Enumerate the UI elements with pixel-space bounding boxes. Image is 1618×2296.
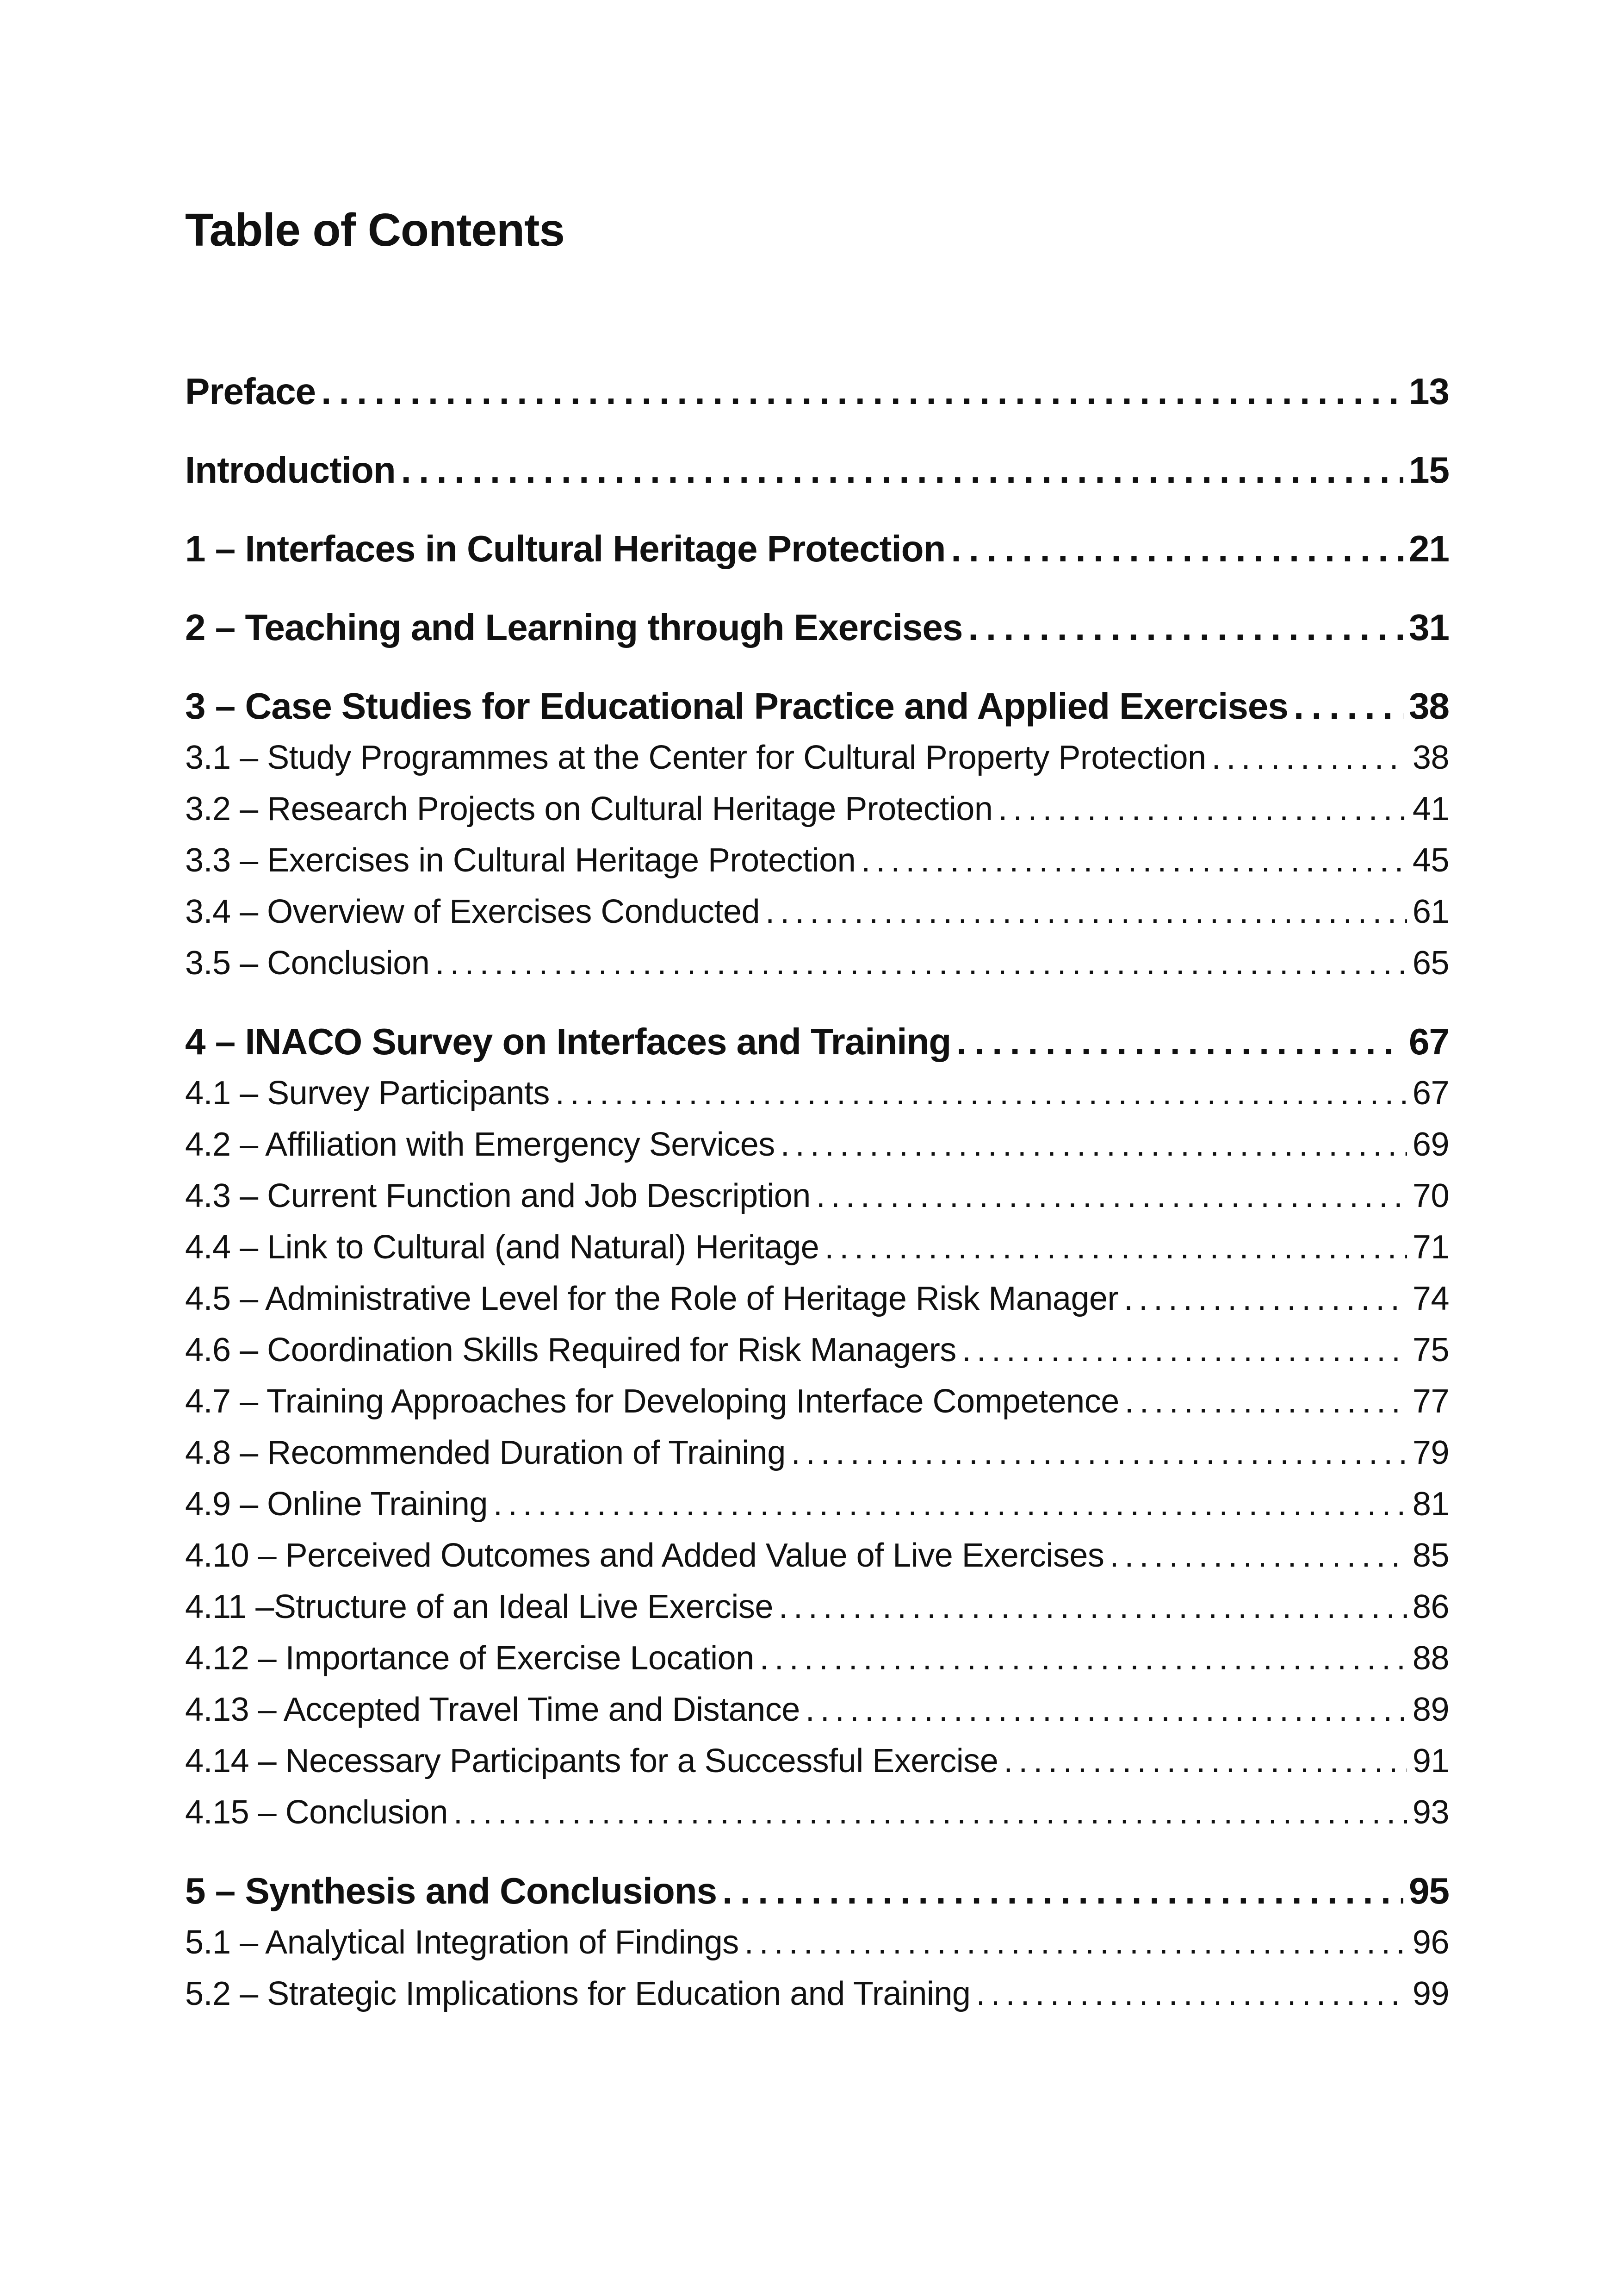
dot-leader xyxy=(791,1427,1407,1479)
toc-entry-label: Preface xyxy=(185,371,316,412)
dot-leader xyxy=(951,523,1403,575)
dot-leader xyxy=(779,1581,1407,1633)
toc-entry-label: 4.8 – Recommended Duration of Training xyxy=(185,1434,786,1471)
dot-leader xyxy=(435,938,1407,989)
toc-page-number: 65 xyxy=(1412,945,1449,982)
toc-section-4-1[interactable] xyxy=(185,1068,1449,1119)
toc-entry-label: 2 – Teaching and Learning through Exercises xyxy=(185,607,963,648)
toc-chapter-preface[interactable] xyxy=(185,366,1449,417)
toc-page-number: 15 xyxy=(1409,449,1449,491)
dot-leader xyxy=(968,602,1403,653)
toc-chapter-4[interactable] xyxy=(185,1016,1449,1068)
dot-leader xyxy=(816,1170,1407,1222)
toc-chapter-2[interactable] xyxy=(185,602,1449,653)
dot-leader xyxy=(760,1633,1407,1684)
toc-entry-label: 3.4 – Overview of Exercises Conducted xyxy=(185,893,760,930)
toc-section-3-2[interactable] xyxy=(185,784,1449,835)
dot-leader xyxy=(824,1222,1407,1273)
dot-leader xyxy=(1110,1530,1407,1581)
toc-entry-label: 4.6 – Coordination Skills Required for Risk Managers xyxy=(185,1332,956,1369)
toc-page-number: 93 xyxy=(1412,1794,1449,1831)
dot-leader xyxy=(321,366,1403,417)
toc-section-4-14[interactable] xyxy=(185,1736,1449,1787)
toc-entry-label: 4.13 – Accepted Travel Time and Distance xyxy=(185,1691,800,1728)
toc-section-3-3[interactable] xyxy=(185,835,1449,886)
toc-section-4-7[interactable] xyxy=(185,1376,1449,1427)
toc-entry-label: 1 – Interfaces in Cultural Heritage Protection xyxy=(185,528,946,569)
dot-leader xyxy=(962,1325,1407,1376)
toc-entry-label: 4.1 – Survey Participants xyxy=(185,1075,550,1112)
toc-page-number: 67 xyxy=(1409,1021,1449,1062)
toc-page-number: 69 xyxy=(1412,1126,1449,1163)
toc-section-4-11[interactable] xyxy=(185,1581,1449,1633)
toc-entry-label: 3.3 – Exercises in Cultural Heritage Protection xyxy=(185,842,856,879)
toc-page-number: 75 xyxy=(1412,1332,1449,1369)
toc-page-number: 45 xyxy=(1412,842,1449,879)
dot-leader xyxy=(401,444,1403,496)
toc-entry-label: 3 – Case Studies for Educational Practice and Applied Exercises xyxy=(185,685,1288,727)
toc-section-4-15[interactable] xyxy=(185,1787,1449,1838)
toc-page-number: 41 xyxy=(1412,790,1449,828)
dot-leader xyxy=(781,1119,1407,1170)
toc-entry-label: 5.2 – Strategic Implications for Education and Training xyxy=(185,1975,971,2012)
toc-entry-label: 4 – INACO Survey on Interfaces and Training xyxy=(185,1021,951,1062)
toc-page-number: 38 xyxy=(1412,739,1449,776)
toc-page-number: 71 xyxy=(1412,1229,1449,1266)
toc-section-4-12[interactable] xyxy=(185,1633,1449,1684)
toc-section-4-9[interactable] xyxy=(185,1479,1449,1530)
toc-page-number: 95 xyxy=(1409,1870,1449,1911)
toc-chapter-5[interactable] xyxy=(185,1865,1449,1917)
dot-leader xyxy=(1004,1736,1407,1787)
toc-entry-label: 3.5 – Conclusion xyxy=(185,945,430,982)
dot-leader xyxy=(1294,680,1403,732)
toc-entry-label: 3.1 – Study Programmes at the Center for Cultural Property Protection xyxy=(185,739,1206,776)
dot-leader xyxy=(765,886,1407,938)
toc-entry-label: Introduction xyxy=(185,449,396,491)
toc-page-number: 85 xyxy=(1412,1537,1449,1574)
toc-entry-label: 4.3 – Current Function and Job Description xyxy=(185,1177,811,1214)
dot-leader xyxy=(744,1917,1407,1968)
toc-entry-label: 4.10 – Perceived Outcomes and Added Value of Live Exercises xyxy=(185,1537,1104,1574)
dot-leader xyxy=(453,1787,1407,1838)
toc-page-number: 31 xyxy=(1409,607,1449,648)
toc-page-number: 91 xyxy=(1412,1742,1449,1780)
dot-leader xyxy=(1125,1376,1407,1427)
toc-section-3-1[interactable] xyxy=(185,732,1449,784)
toc-section-4-2[interactable] xyxy=(185,1119,1449,1170)
page-title: Table of Contents xyxy=(185,204,565,256)
dot-leader xyxy=(861,835,1407,886)
dot-leader xyxy=(555,1068,1407,1119)
toc-entry-label: 4.2 – Affiliation with Emergency Services xyxy=(185,1126,775,1163)
toc-entry-label: 4.14 – Necessary Participants for a Successful Exercise xyxy=(185,1742,998,1780)
toc-entry-label: 4.12 – Importance of Exercise Location xyxy=(185,1640,754,1677)
toc-section-4-3[interactable] xyxy=(185,1170,1449,1222)
toc-chapter-1[interactable] xyxy=(185,523,1449,575)
toc-page-number: 61 xyxy=(1412,893,1449,930)
toc-page-number: 74 xyxy=(1412,1280,1449,1317)
toc-entry-label: 4.4 – Link to Cultural (and Natural) Heritage xyxy=(185,1229,819,1266)
toc-section-4-8[interactable] xyxy=(185,1427,1449,1479)
dot-leader xyxy=(493,1479,1407,1530)
dot-leader xyxy=(998,784,1407,835)
toc-page-number: 38 xyxy=(1409,685,1449,727)
dot-leader xyxy=(722,1865,1403,1917)
dot-leader xyxy=(806,1684,1407,1736)
toc-entry-label: 4.15 – Conclusion xyxy=(185,1794,448,1831)
toc-section-5-1[interactable] xyxy=(185,1917,1449,1968)
toc-page-number: 70 xyxy=(1412,1177,1449,1214)
toc-page-number: 21 xyxy=(1409,528,1449,569)
toc-page-number: 79 xyxy=(1412,1434,1449,1471)
toc-section-4-13[interactable] xyxy=(185,1684,1449,1736)
toc-entry-label: 4.11 –Structure of an Ideal Live Exercise xyxy=(185,1588,773,1625)
toc-page-number: 89 xyxy=(1412,1691,1449,1728)
toc-page-number: 67 xyxy=(1412,1075,1449,1112)
toc-section-3-5[interactable] xyxy=(185,938,1449,989)
dot-leader xyxy=(1124,1273,1407,1325)
table-of-contents xyxy=(185,366,1449,2020)
toc-entry-label: 4.7 – Training Approaches for Developing Interface Competence xyxy=(185,1383,1119,1420)
toc-section-4-6[interactable] xyxy=(185,1325,1449,1376)
toc-chapter-introduction[interactable] xyxy=(185,444,1449,496)
toc-entry-label: 4.9 – Online Training xyxy=(185,1486,488,1523)
toc-section-4-4[interactable] xyxy=(185,1222,1449,1273)
toc-entry-label: 4.5 – Administrative Level for the Role of Heritage Risk Manager xyxy=(185,1280,1119,1317)
toc-section-3-4[interactable] xyxy=(185,886,1449,938)
toc-page-number: 88 xyxy=(1412,1640,1449,1677)
toc-page-number: 77 xyxy=(1412,1383,1449,1420)
dot-leader xyxy=(1212,732,1407,784)
toc-entry-label: 5.1 – Analytical Integration of Findings xyxy=(185,1924,739,1961)
toc-section-4-5[interactable] xyxy=(185,1273,1449,1325)
toc-section-4-10[interactable] xyxy=(185,1530,1449,1581)
toc-chapter-3[interactable] xyxy=(185,680,1449,732)
toc-entry-label: 3.2 – Research Projects on Cultural Heritage Protection xyxy=(185,790,993,828)
toc-page-number: 86 xyxy=(1412,1588,1449,1625)
toc-page-number: 13 xyxy=(1409,371,1449,412)
dot-leader xyxy=(976,1968,1407,2020)
dot-leader xyxy=(956,1016,1403,1068)
toc-entry-label: 5 – Synthesis and Conclusions xyxy=(185,1870,717,1911)
toc-page-number: 81 xyxy=(1412,1486,1449,1523)
toc-page-number: 96 xyxy=(1412,1924,1449,1961)
toc-page-number: 99 xyxy=(1412,1975,1449,2012)
toc-section-5-2[interactable] xyxy=(185,1968,1449,2020)
